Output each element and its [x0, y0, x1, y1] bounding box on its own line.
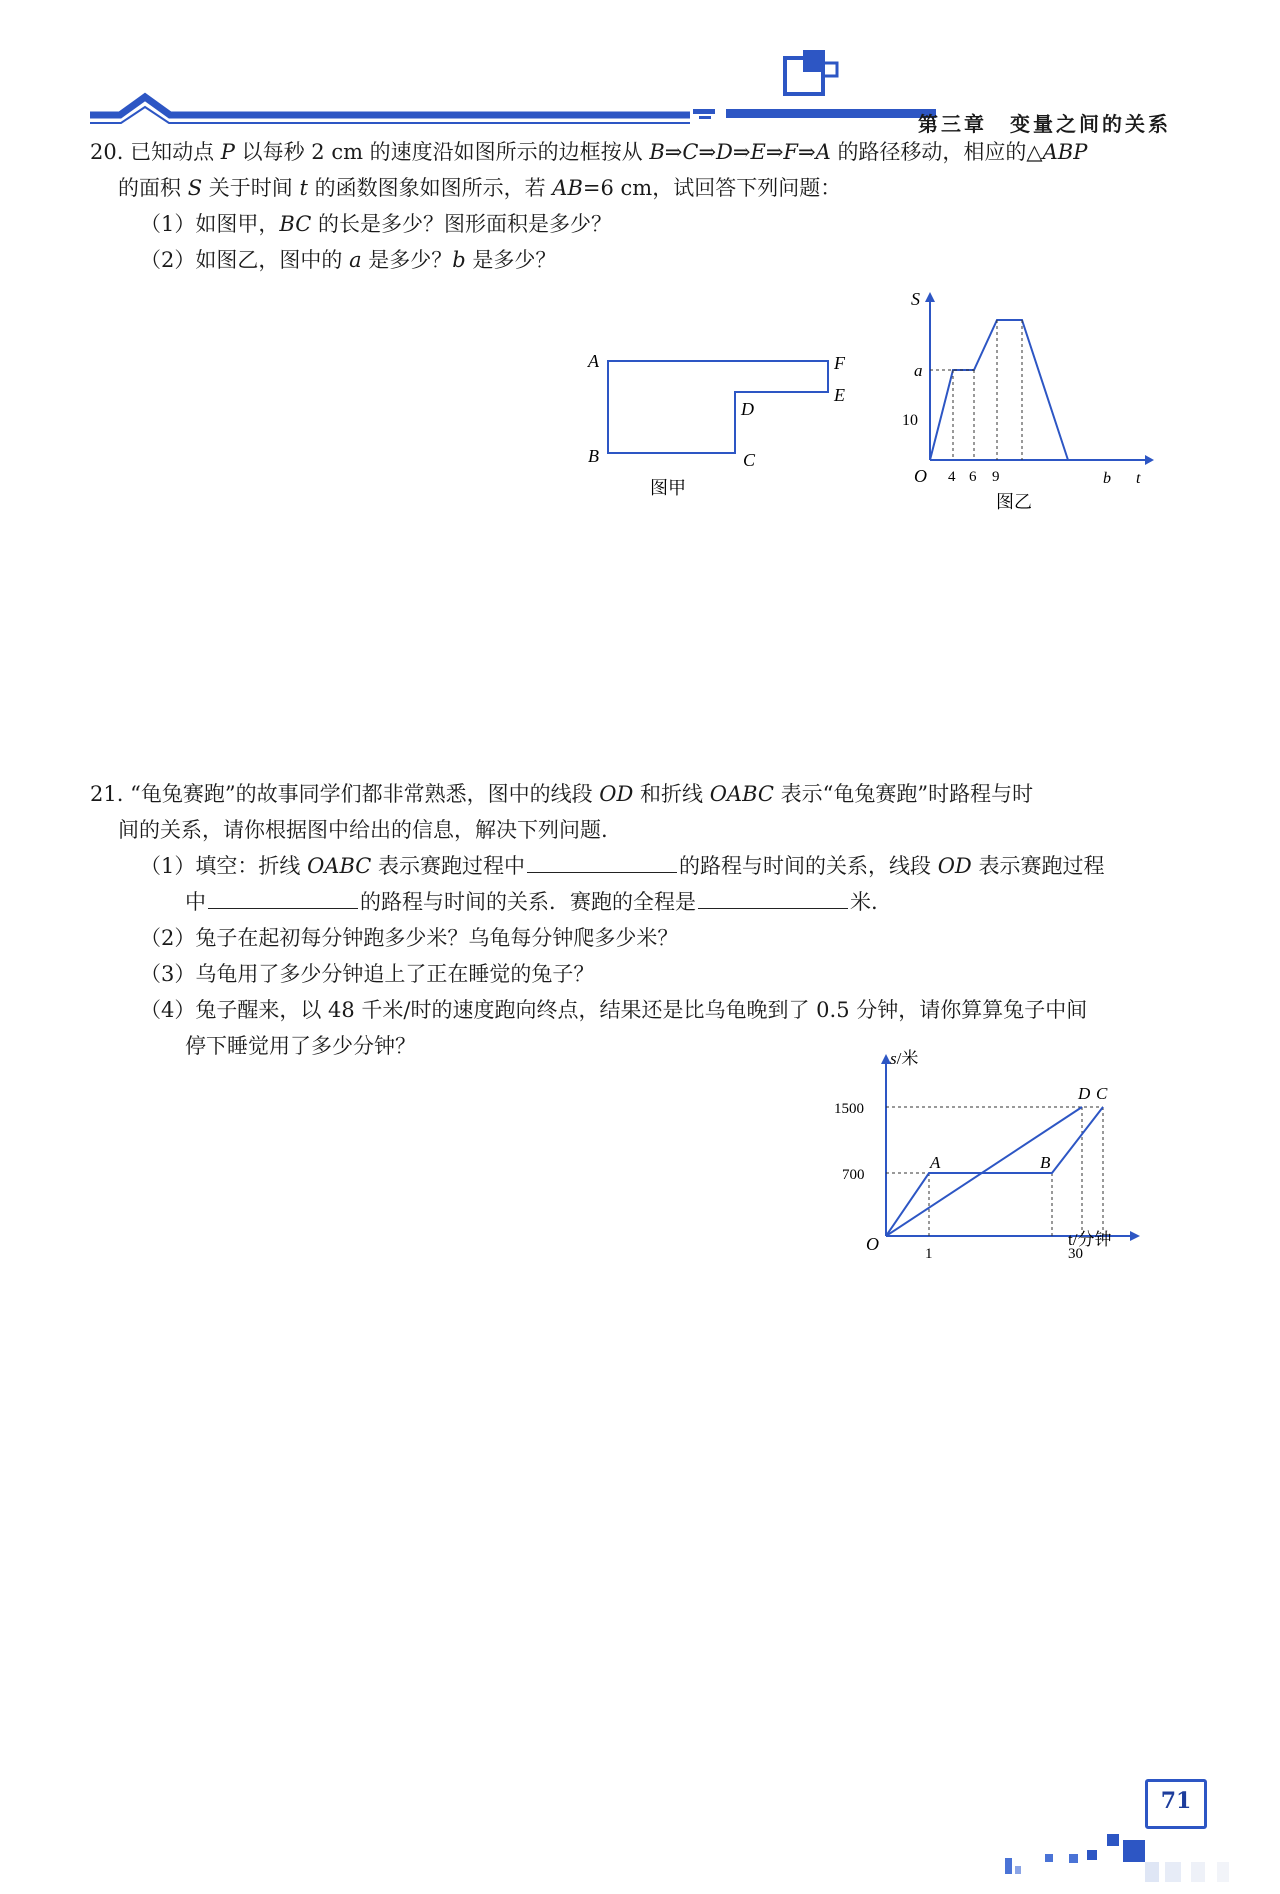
- q20-number: 20.: [90, 140, 124, 164]
- figure-yi-caption: 图乙: [996, 492, 1032, 512]
- q21-sub1-line2: [185, 884, 878, 920]
- x-tick-6: 6: [969, 469, 977, 485]
- q21-text: 米.: [850, 890, 878, 914]
- origin-label: O: [914, 466, 927, 486]
- q21-sub1-line1: [140, 848, 1104, 884]
- q21-line1: [90, 776, 1033, 812]
- figure-jia: [580, 345, 860, 515]
- figure-jia-outline: [608, 361, 828, 453]
- x-tick-9: 9: [992, 469, 1000, 485]
- q21-line2: 间的关系，请你根据图中给出的信息，解决下列问题.: [118, 818, 608, 842]
- q20-var-s: S: [187, 176, 203, 200]
- y-tick-700: 700: [842, 1167, 865, 1183]
- q20-text: 的面积: [118, 176, 181, 200]
- figure-jia-caption: 图甲: [650, 478, 686, 498]
- answer-blank-2[interactable]: [208, 886, 358, 909]
- q20-text: 是多少？: [368, 248, 453, 272]
- label-e: E: [834, 385, 845, 405]
- q21-text: 表示“龟兔赛跑”时路程与时: [780, 782, 1034, 806]
- x-axis-label: t/分钟: [1068, 1230, 1112, 1249]
- q20-var-b: b: [452, 248, 466, 272]
- q20-text: 的长是多少？图形面积是多少？: [317, 212, 612, 236]
- q20-path: B⇒C⇒D⇒E⇒F⇒A: [649, 140, 831, 164]
- footer-decoration: [995, 1820, 1265, 1890]
- q21-text: 表示赛跑过程中: [378, 854, 526, 878]
- q20-var-ab: AB: [552, 176, 583, 200]
- point-c-label: C: [1096, 1084, 1108, 1103]
- y-axis-label: S: [911, 289, 920, 309]
- rabbit-line-oabc: [886, 1107, 1103, 1236]
- q20-text: （1）如图甲，: [140, 212, 280, 236]
- q21-var-od: OD: [937, 854, 972, 878]
- q21-sub4-line1: （4）兔子醒来，以 48 千米/时的速度跑向终点，结果还是比乌龟晚到了 0.5 分钟，请你算算兔子中间: [140, 998, 1088, 1022]
- q21-text: 表示赛跑过程: [978, 854, 1105, 878]
- label-a: A: [588, 351, 599, 371]
- x-tick-30: 30: [1068, 1246, 1083, 1262]
- point-d-label: D: [1078, 1084, 1091, 1103]
- label-b: B: [588, 446, 599, 466]
- answer-blank-1[interactable]: [527, 850, 677, 873]
- x-axis-arrow: [1130, 1231, 1140, 1241]
- q21-text: 和折线: [640, 782, 704, 806]
- q21-text: 中: [185, 890, 206, 914]
- label-f: F: [834, 353, 845, 373]
- x-tick-1: 1: [925, 1246, 933, 1262]
- q20-line1: [90, 134, 1087, 170]
- q21-sub2: （2）兔子在起初每分钟跑多少米？乌龟每分钟爬多少米？: [140, 926, 679, 950]
- q20-var-a: a: [349, 248, 362, 272]
- q20-sub1: [140, 206, 612, 242]
- q20-text: 以每秒 2 cm 的速度沿如图所示的边框按从: [241, 140, 643, 164]
- q20-sub2: [140, 242, 556, 278]
- answer-blank-3[interactable]: [698, 886, 848, 909]
- q21-text: “龟兔赛跑”的故事同学们都非常熟悉，图中的线段: [130, 782, 593, 806]
- x-axis-label: t: [1136, 470, 1141, 487]
- q20-text: 已知动点: [130, 140, 215, 164]
- y-tick-1500: 1500: [834, 1101, 864, 1117]
- x-axis-arrow: [1145, 455, 1154, 465]
- q20-text: 的函数图象如图所示，若: [314, 176, 546, 200]
- q20-triangle: ABP: [1042, 140, 1088, 164]
- q20-line2: [118, 170, 841, 206]
- q21-text: 的路程与时间的关系，线段: [679, 854, 932, 878]
- q21-text: （1）填空：折线: [140, 854, 301, 878]
- y-tick-a: a: [914, 361, 923, 380]
- q21-var-oabc: OABC: [307, 854, 372, 878]
- y-tick-10: 10: [902, 412, 918, 429]
- y-axis-label: s/米: [890, 1049, 919, 1068]
- q20-text: =6 cm，试回答下列问题：: [582, 176, 842, 200]
- q20-text: 是多少？: [472, 248, 557, 272]
- q20-text: （2）如图乙，图中的: [140, 248, 343, 272]
- chapter-title: 第三章 变量之间的关系: [918, 112, 1171, 136]
- q21-var-oabc: OABC: [709, 782, 774, 806]
- label-d: D: [741, 399, 754, 419]
- q20-var-t: t: [299, 176, 308, 200]
- q21-sub4-line2: 停下睡觉用了多少分钟？: [185, 1034, 416, 1058]
- q20-text: 的路径移动，相应的△: [837, 140, 1043, 164]
- page-number: 71: [1160, 1788, 1192, 1814]
- figure-yi: [902, 289, 1160, 520]
- area-graph-line: [930, 320, 1068, 460]
- q21-sub3: （3）乌龟用了多少分钟追上了正在睡觉的兔子？: [140, 962, 595, 986]
- q21-var-od: OD: [599, 782, 634, 806]
- point-b-label: B: [1040, 1153, 1051, 1172]
- q20-var-bc: BC: [279, 212, 312, 236]
- point-a-label: A: [930, 1153, 941, 1172]
- label-c: C: [743, 450, 756, 470]
- q20-var-p: P: [220, 140, 235, 164]
- q21-text: 的路程与时间的关系．赛跑的全程是: [360, 890, 696, 914]
- race-graph: [830, 1040, 1150, 1280]
- y-axis-arrow: [925, 292, 935, 302]
- x-tick-b: b: [1103, 470, 1111, 487]
- origin-label: O: [866, 1234, 879, 1254]
- q20-text: 关于时间: [208, 176, 293, 200]
- x-tick-4: 4: [948, 469, 956, 485]
- q21-number: 21.: [90, 782, 124, 806]
